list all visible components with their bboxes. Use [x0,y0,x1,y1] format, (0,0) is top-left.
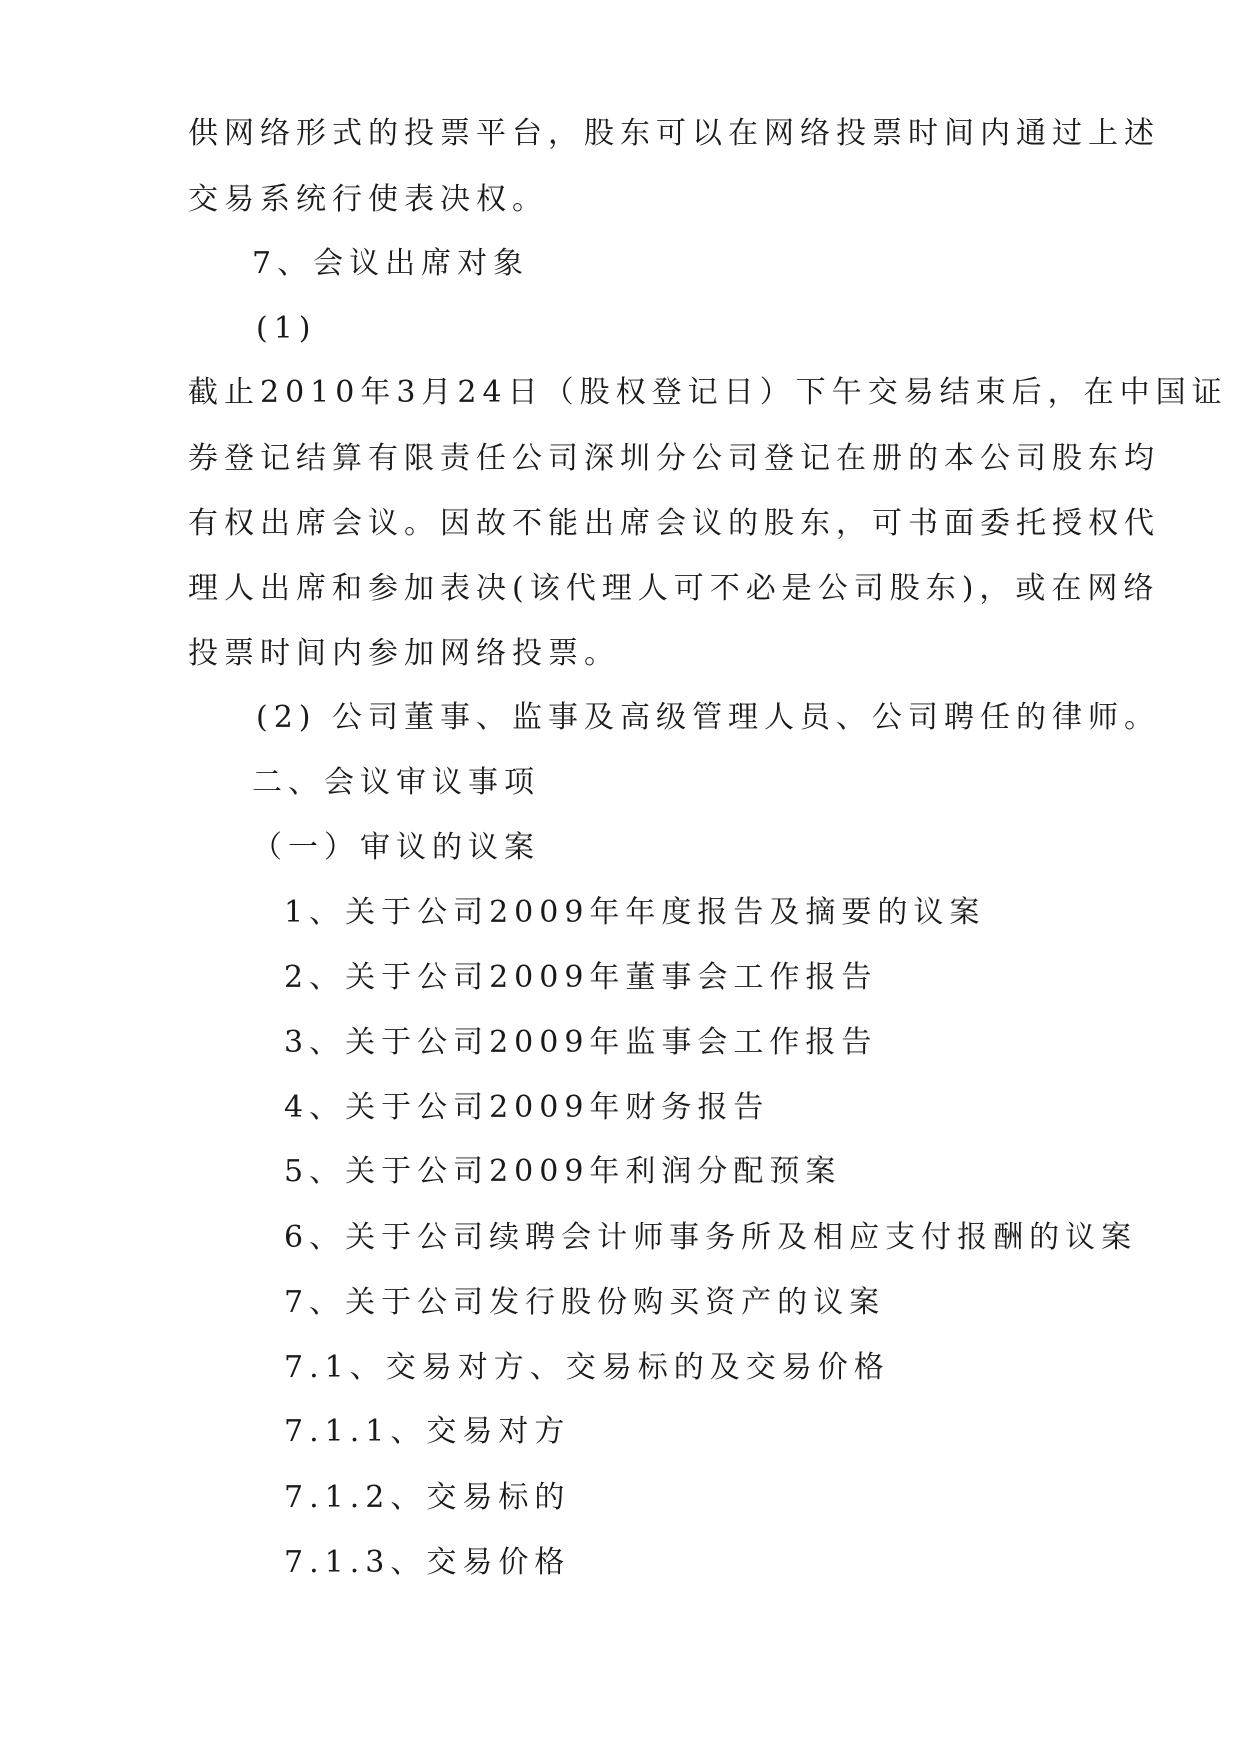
motion-item-7: 7、关于公司发行股份购买资产的议案 [284,1285,886,1320]
motion-item-3: 3、关于公司2009年监事会工作报告 [284,1025,878,1060]
section-heading-attendees: 7、会议出席对象 [252,246,530,281]
section-heading-agenda: 二、会议审议事项 [252,765,540,800]
motion-item-7-1: 7.1、交易对方、交易标的及交易价格 [284,1350,890,1385]
paragraph-line-4: 券登记结算有限责任公司深圳分公司登记在册的本公司股东均 [188,441,1160,476]
paragraph-line-2: 交易系统行使表决权。 [188,182,548,217]
motion-item-5: 5、关于公司2009年利润分配预案 [284,1154,842,1189]
subsection-heading-motions: （一）审议的议案 [252,830,540,865]
motion-item-2: 2、关于公司2009年董事会工作报告 [284,960,878,995]
paragraph-line-6: 理人出席和参加表决(该代理人可不必是公司股东)，或在网络 [188,571,1160,606]
paragraph-line-1: 供网络形式的投票平台，股东可以在网络投票时间内通过上述 [188,116,1160,151]
item-2-text: (2) 公司董事、监事及高级管理人员、公司聘任的律师。 [256,700,1161,735]
motion-item-6: 6、关于公司续聘会计师事务所及相应支付报酬的议案 [284,1220,1138,1255]
motion-item-7-1-1: 7.1.1、交易对方 [284,1414,571,1449]
paragraph-line-3: 截止2010年3月24日（股权登记日）下午交易结束后，在中国证 [188,375,1228,410]
motion-item-4: 4、关于公司2009年财务报告 [284,1090,770,1125]
paragraph-line-5: 有权出席会议。因故不能出席会议的股东，可书面委托授权代 [188,506,1160,541]
motion-item-7-1-2: 7.1.2、交易标的 [284,1480,571,1515]
motion-item-1: 1、关于公司2009年年度报告及摘要的议案 [284,895,986,930]
item-marker-1: (1) [256,311,317,346]
paragraph-line-7: 投票时间内参加网络投票。 [188,636,620,671]
motion-item-7-1-3: 7.1.3、交易价格 [284,1545,571,1580]
